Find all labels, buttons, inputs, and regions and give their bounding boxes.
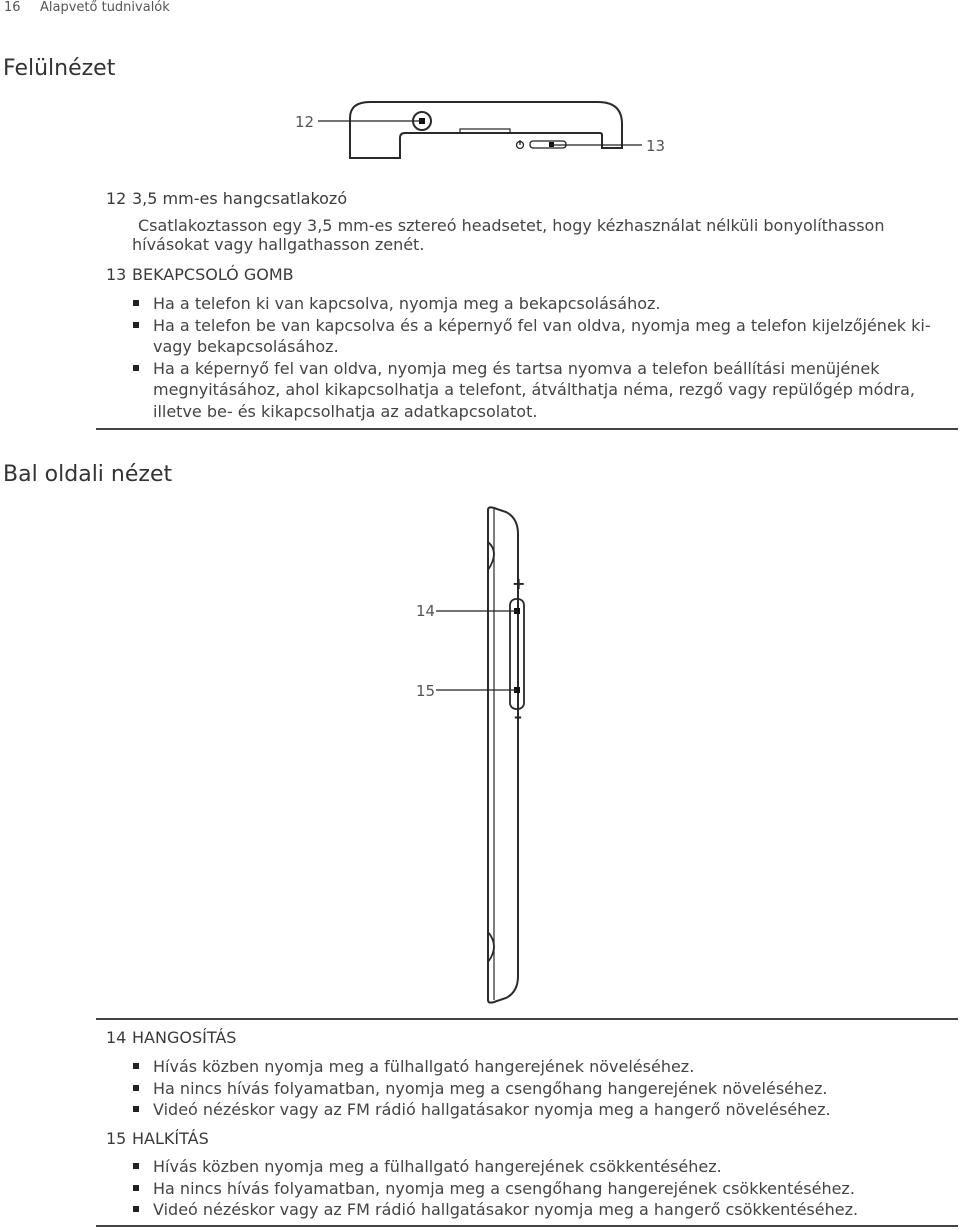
item-number: 14: [106, 1028, 127, 1047]
item-label: HALKÍTÁS: [132, 1129, 209, 1148]
item-12-heading: [0, 189, 960, 209]
list-item: Ha a képernyő fel van oldva, nyomja meg és tartsa nyomva a telefon beállítási menüjének megnyitásához, ahol kikapcsolhatja a telefont, átválthatja néma, rezgő vagy repülőgép módra, illetve be- és kikapcsolhatja az adatkapcsolatot.: [132, 358, 942, 423]
volume-plus-sign: +: [512, 574, 526, 593]
section-title-left-view: Bal oldali nézet: [3, 462, 173, 487]
item-number: 13: [106, 265, 127, 284]
callout-13: 13: [646, 137, 666, 155]
callout-14: 14: [416, 602, 436, 620]
item-label: HANGOSÍTÁS: [132, 1028, 237, 1047]
section-divider: [96, 1018, 958, 1020]
list-item: Ha nincs hívás folyamatban, nyomja meg a csengőhang hangerejének növeléséhez.: [132, 1078, 942, 1100]
section-title-top-view: Felülnézet: [3, 56, 116, 81]
item-number: 15: [106, 1129, 127, 1148]
item-14-bullets: [132, 1056, 942, 1121]
list-item: Hívás közben nyomja meg a fülhallgató hangerejének csökkentéséhez.: [132, 1156, 942, 1178]
section-divider: [96, 1225, 958, 1227]
item-13-bullets: [132, 293, 942, 422]
chapter-title: Alapvető tudnivalók: [40, 0, 170, 15]
page-number: 16: [4, 0, 21, 15]
list-item: Videó nézéskor vagy az FM rádió hallgatásakor nyomja meg a hangerő növeléséhez.: [132, 1099, 942, 1121]
item-label: BEKAPCSOLÓ GOMB: [132, 265, 294, 284]
item-13-heading: [0, 265, 960, 285]
section-divider: [96, 428, 958, 430]
list-item: Hívás közben nyomja meg a fülhallgató hangerejének növeléséhez.: [132, 1056, 942, 1078]
item-14-heading: [0, 1028, 960, 1048]
list-item: Ha a telefon be van kapcsolva és a képernyő fel van oldva, nyomja meg a telefon kijelzőjének ki- vagy bekapcsolásához.: [132, 315, 942, 358]
top-view-phone-illustration: [280, 96, 680, 166]
item-12-description: Csatlakoztasson egy 3,5 mm-es sztereó headsetet, hogy kézhasználat nélküli bonyolíthasson hívásokat vagy hallgathasson zenét.: [132, 216, 885, 254]
item-number: 12: [106, 189, 127, 208]
callout-15: 15: [416, 682, 436, 700]
item-15-bullets: [132, 1156, 942, 1221]
volume-minus-sign: –: [514, 707, 522, 726]
callout-12: 12: [295, 113, 315, 131]
left-view-phone-illustration: [400, 500, 560, 1010]
list-item: Videó nézéskor vagy az FM rádió hallgatásakor nyomja meg a hangerő csökkentéséhez.: [132, 1199, 942, 1221]
item-15-heading: [0, 1129, 960, 1149]
list-item: Ha a telefon ki van kapcsolva, nyomja meg a bekapcsolásához.: [132, 293, 942, 315]
item-label: 3,5 mm-es hangcsatlakozó: [132, 189, 348, 208]
list-item: Ha nincs hívás folyamatban, nyomja meg a csengőhang hangerejének csökkentéséhez.: [132, 1178, 942, 1200]
